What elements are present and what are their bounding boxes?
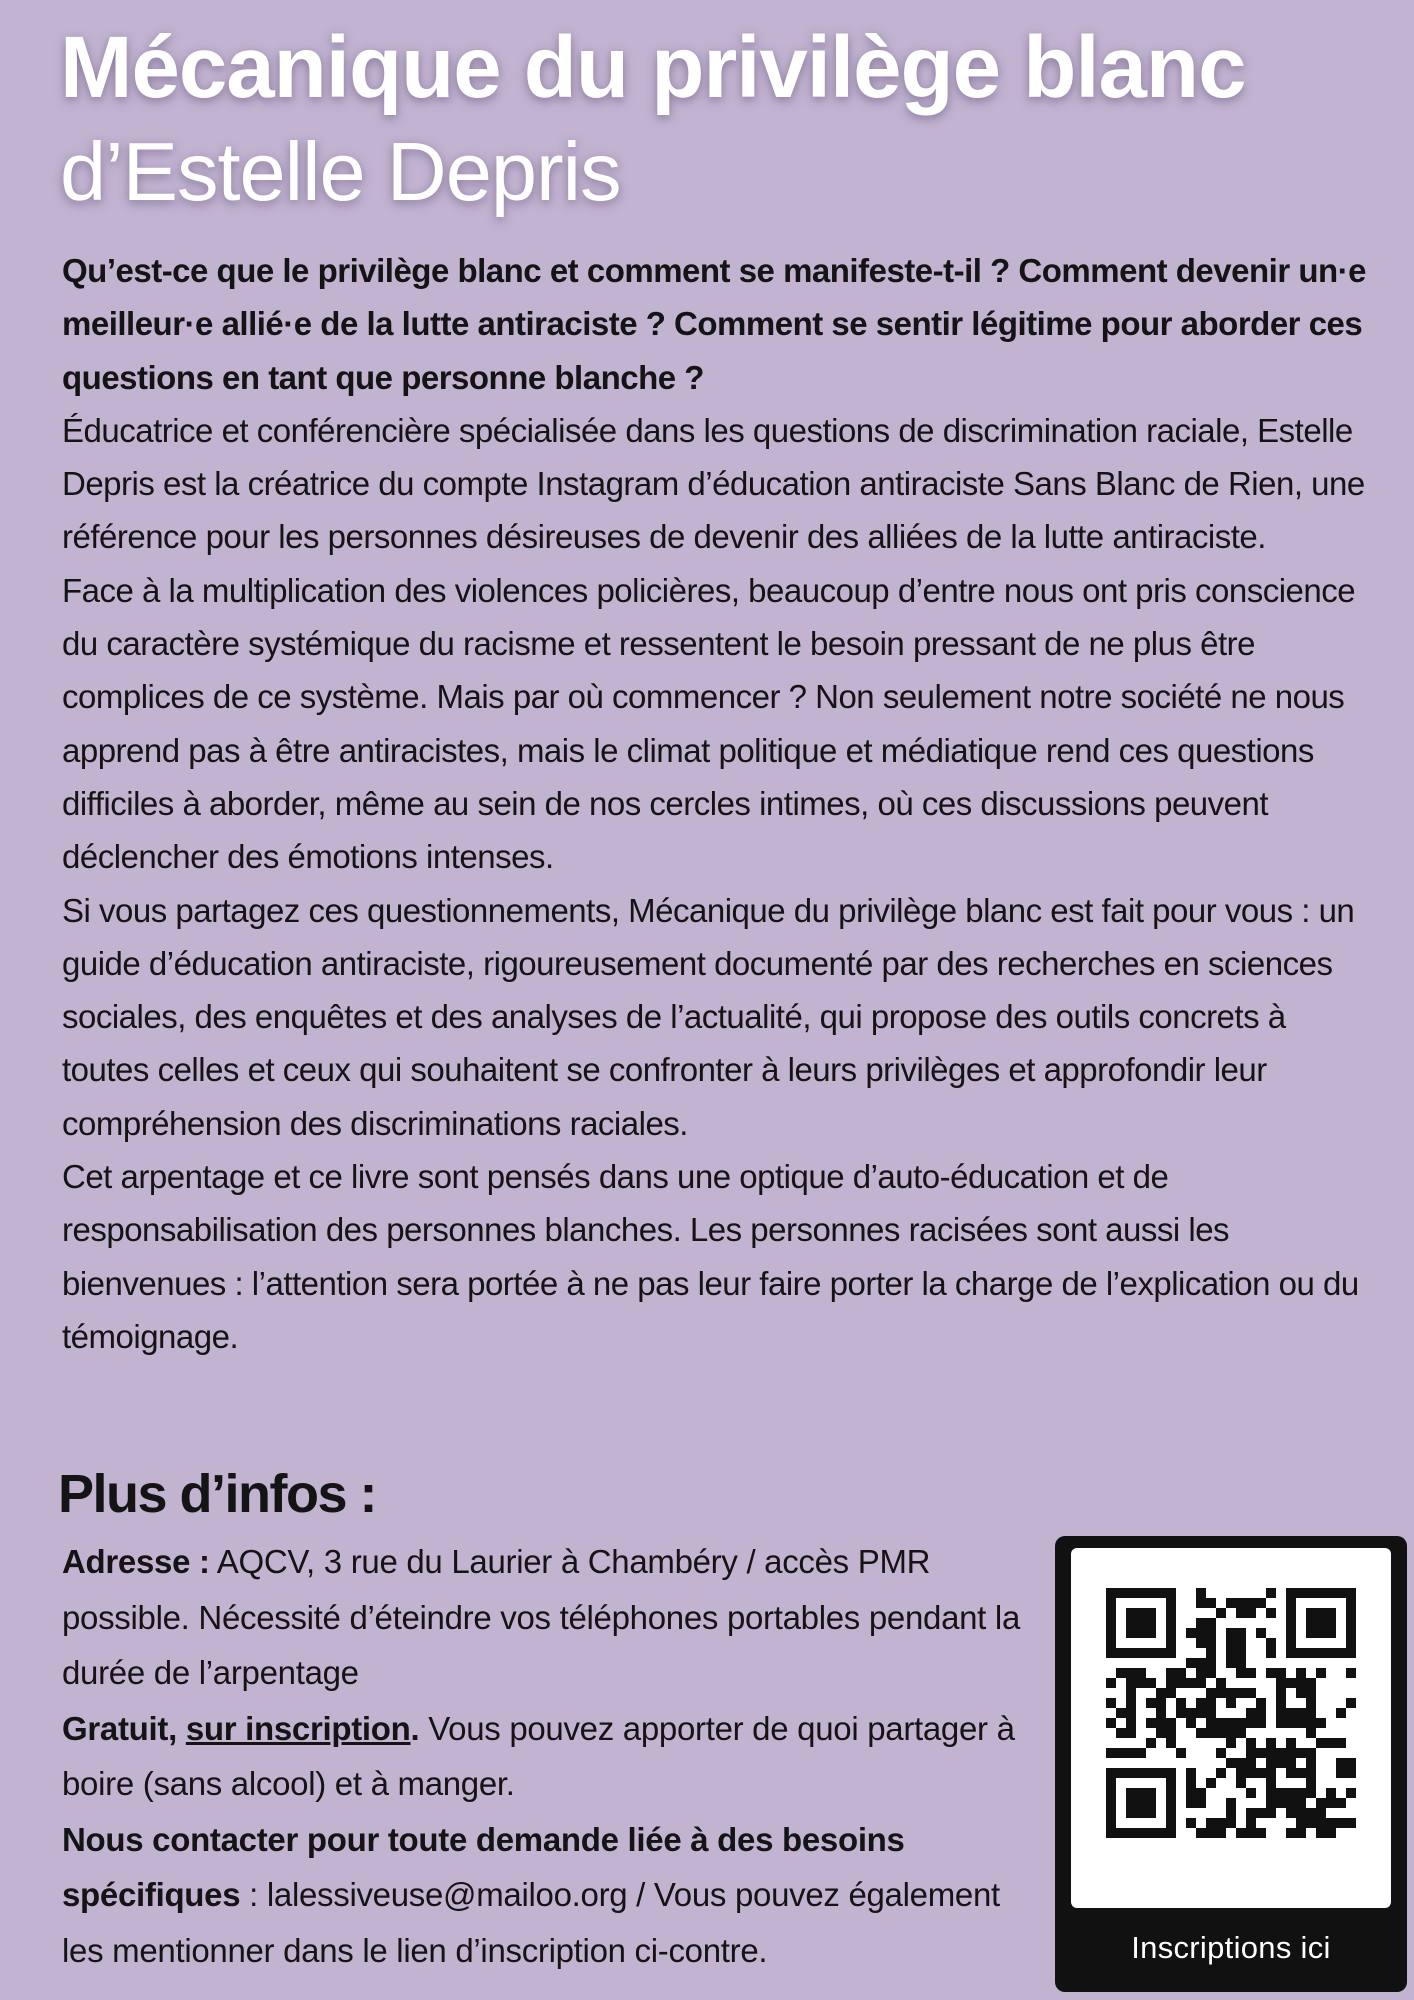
address-line (62, 1534, 1042, 1701)
qr-signup-card[interactable] (1055, 1536, 1407, 1992)
contact-label: Nous contacter pour toute demande liée à des besoins spécifiques (62, 1820, 905, 1913)
qr-code-icon[interactable] (1106, 1588, 1356, 1838)
free-label: Gratuit, (62, 1709, 186, 1747)
contact-text: : lalessiveuse@mailoo.org / Vous pouvez également les mentionner dans le lien d’inscription ci-contre. (62, 1876, 1000, 1969)
price-line (62, 1701, 1042, 1812)
address-text: AQCV, 3 rue du Laurier à Chambéry / accès PMR possible. Nécessité d’éteindre vos téléphones portables pendant la durée de l’arpentage (62, 1543, 1021, 1691)
free-text: Vous pouvez apporter de quoi partager à boire (sans alcool) et à manger. (62, 1709, 1015, 1802)
paragraph-context: Face à la multiplication des violences policières, beaucoup d’entre nous ont pris conscience du caractère systémique du racisme et ressentent le besoin pressant de ne plus être complices de ce système. Mais par où commencer ? Non seulement notre société ne nous apprend pas à être antiracistes, mais le climat politique et médiatique rend ces questions difficiles à aborder, même au sein de nos cercles intimes, où ces discussions peuvent déclencher des émotions intenses. (62, 571, 1356, 876)
intro-questions: Qu’est-ce que le privilège blanc et comment se manifeste-t-il ? Comment devenir un·e meilleur·e allié·e de la lutte antiraciste ? Comment se sentir légitime pour aborder ces questions en tant que personne blanche ? (62, 252, 1366, 396)
title-line-2: d’Estelle Depris (60, 125, 621, 218)
poster-title (60, 16, 1400, 224)
signup-link[interactable]: sur inscription (185, 1709, 411, 1747)
paragraph-author: Éducatrice et conférencière spécialisée dans les questions de discrimination raciale, Estelle Depris est la créatrice du compte Instagram d’éducation antiraciste Sans Blanc de Rien, une référence pour les personnes désireuses de devenir des alliées de la lutte antiraciste. (62, 411, 1365, 556)
description (62, 244, 1372, 1363)
contact-line (62, 1812, 1042, 1979)
qr-code-area[interactable] (1071, 1548, 1391, 1908)
free-period: . (410, 1709, 420, 1747)
title-line-1: Mécanique du privilège blanc (60, 19, 1246, 116)
qr-label: Inscriptions ici (1131, 1930, 1331, 1965)
infos-section (62, 1534, 1042, 1978)
infos-heading: Plus d’infos : (58, 1464, 377, 1524)
address-label: Adresse : (62, 1543, 210, 1580)
paragraph-book: Si vous partagez ces questionnements, Mécanique du privilège blanc est fait pour vous : un guide d’éducation antiraciste, rigoureusement documenté par des recherches en sciences sociales, des enquêtes et des analyses de l’actualité, qui propose des outils concrets à toutes celles et ceux qui souhaitent se confronter à leurs privilèges et approfondir leur compréhension des discriminations raciales. (62, 891, 1355, 1142)
paragraph-audience: Cet arpentage et ce livre sont pensés dans une optique d’auto-éducation et de responsabilisation des personnes blanches. Les personnes racisées sont aussi les bienvenues : l’attention sera portée à ne pas leur faire porter la charge de l’explication ou du témoignage. (62, 1158, 1359, 1355)
